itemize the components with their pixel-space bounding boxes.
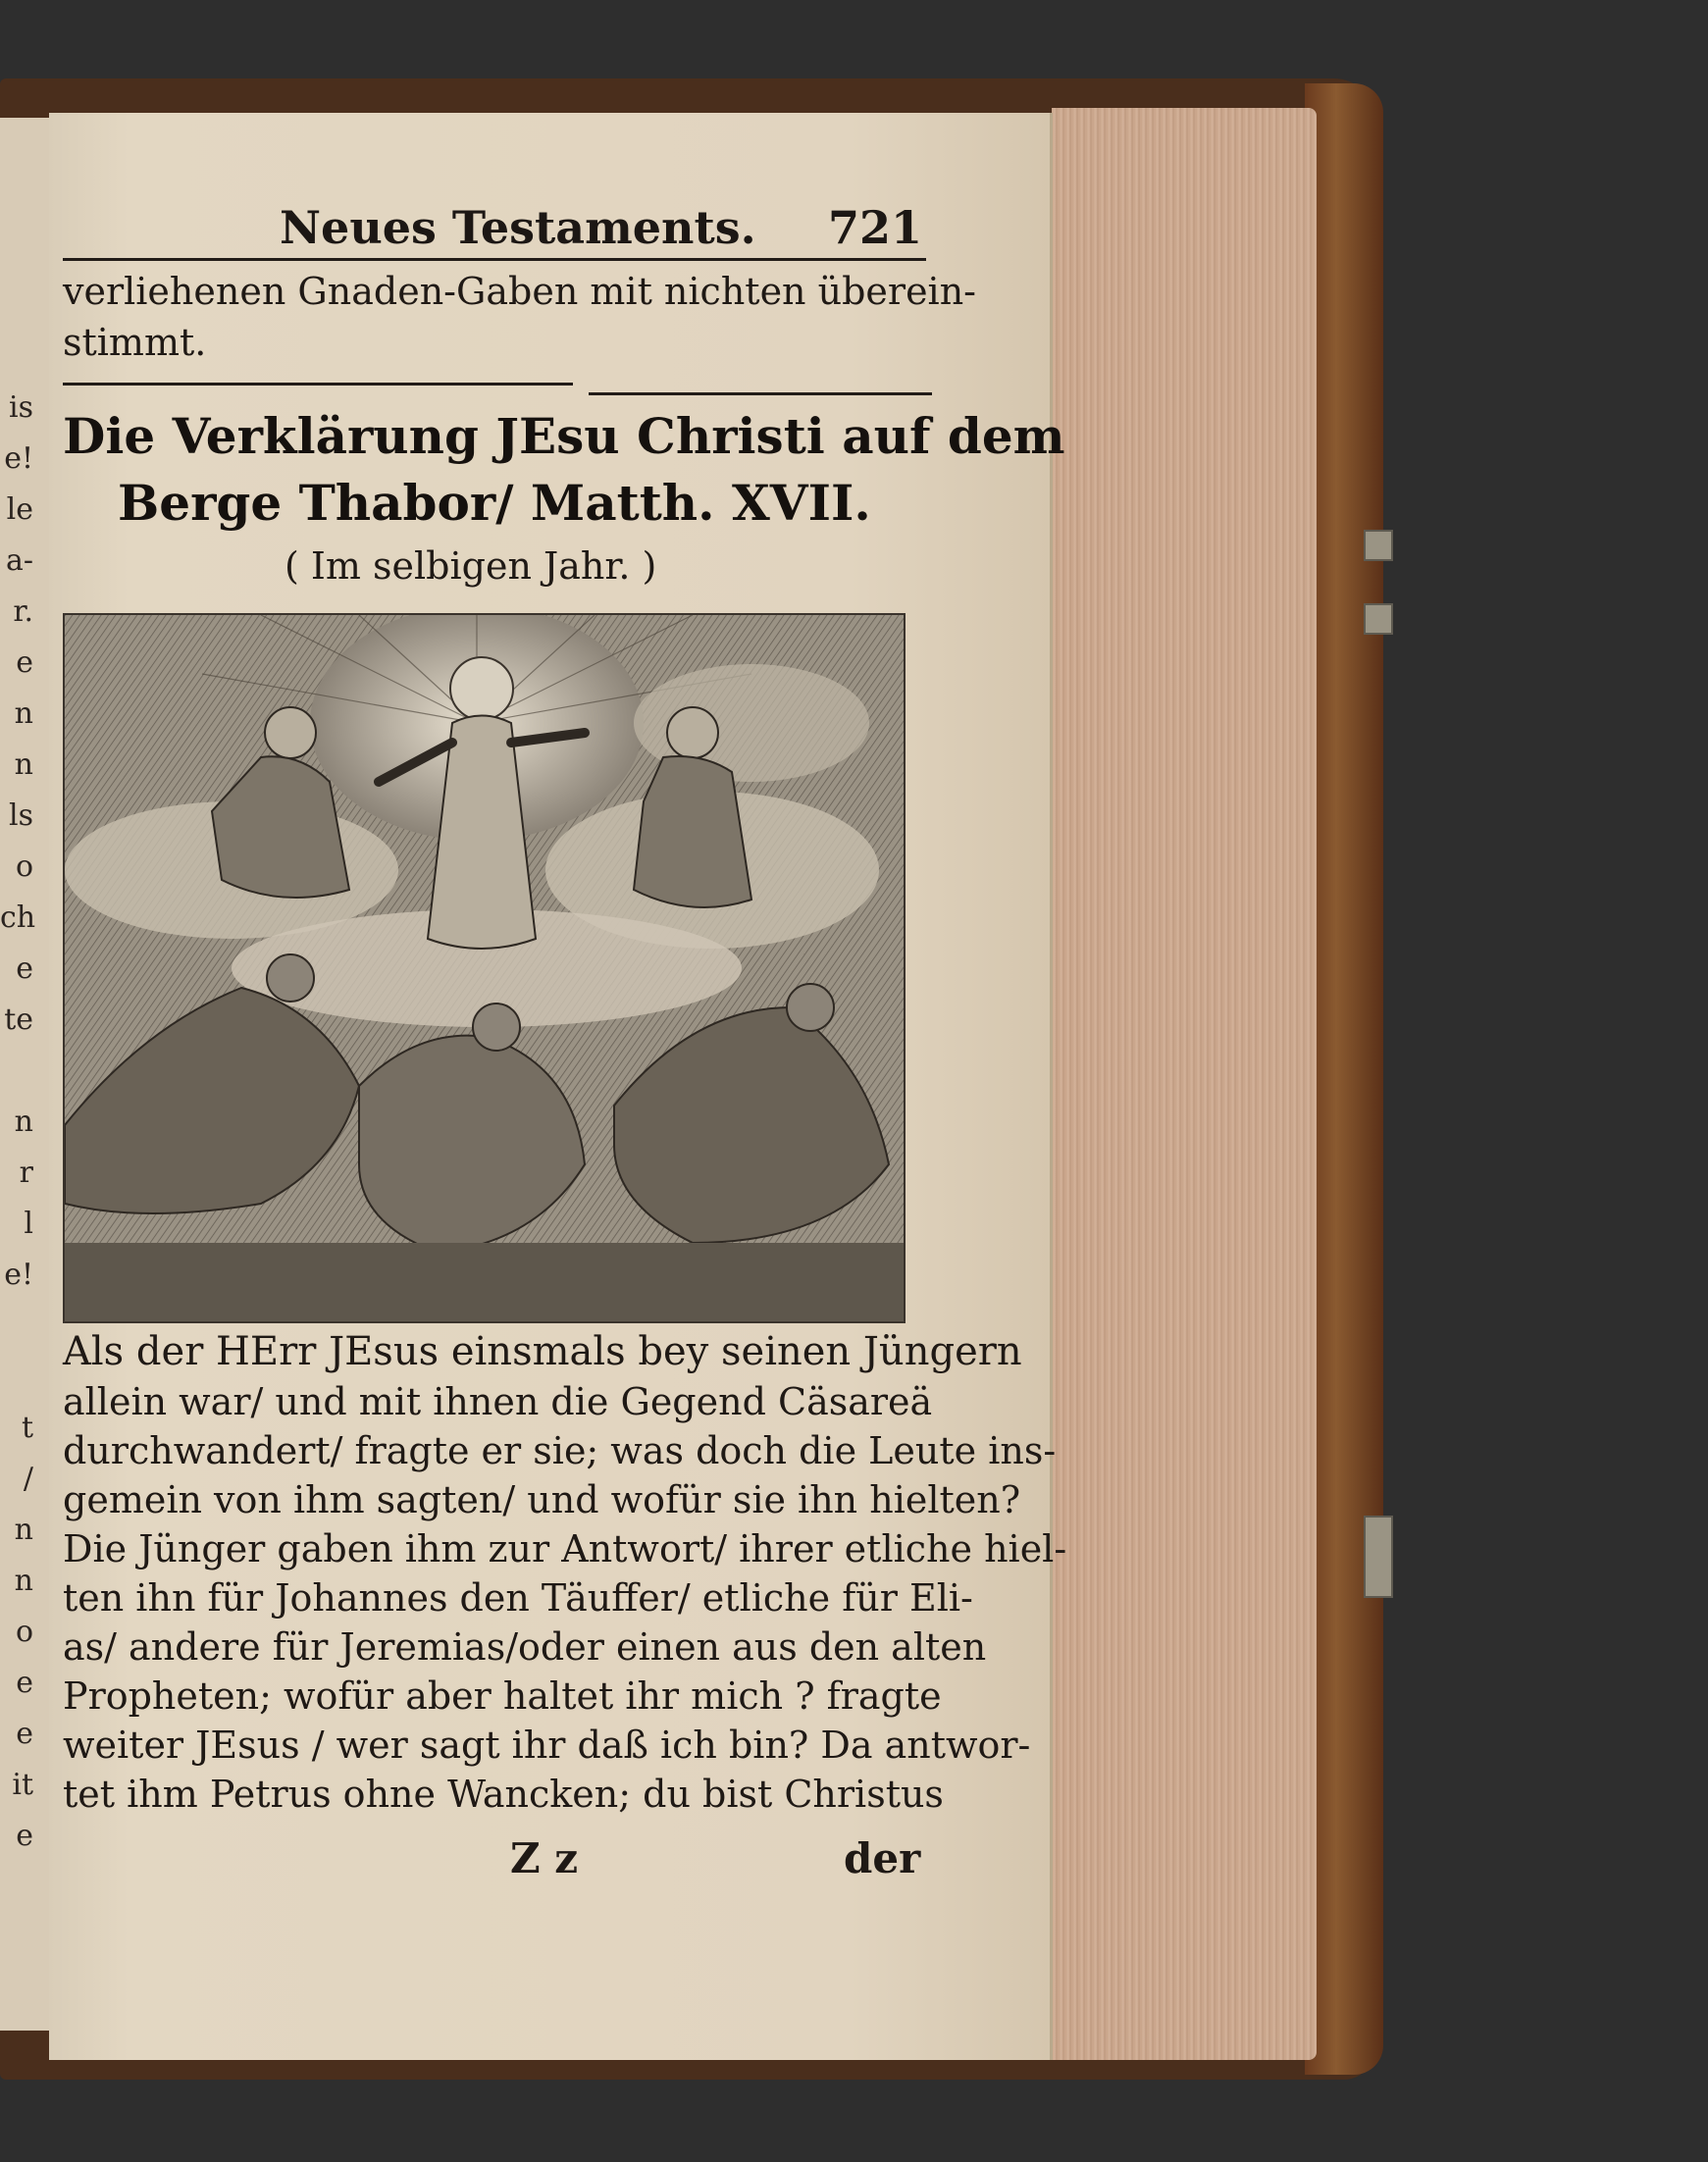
left-page-edge — [0, 118, 49, 2031]
body-line: Die Jünger gaben ihm zur Antwort/ ihrer etliche hiel- — [63, 1527, 1067, 1570]
left-margin-fragment: n — [14, 696, 33, 731]
body-line: durchwandert/ fragte er sie; was doch die Leute ins- — [63, 1429, 1057, 1472]
section-rule-right — [589, 392, 932, 395]
left-margin-fragment — [0, 1301, 33, 1352]
left-margin-fragment: ch — [0, 901, 36, 935]
heading-line-3: ( Im selbigen Jahr. ) — [285, 544, 657, 588]
left-margin-fragment: n — [14, 1513, 33, 1547]
left-margin-fragment: n — [14, 747, 33, 782]
left-margin-fragment — [0, 1046, 33, 1097]
left-page-margin-text — [0, 383, 36, 1862]
left-margin-fragment: n — [14, 1105, 33, 1139]
left-margin-fragment: e! — [4, 1258, 33, 1292]
book-spine-edge — [1305, 83, 1383, 2075]
left-margin-fragment: o — [15, 849, 33, 884]
clasp-top-2 — [1364, 603, 1393, 635]
intro-line-1: verliehenen Gnaden-Gaben mit nichten überein- — [63, 270, 977, 313]
body-line: allein war/ und mit ihnen die Gegend Cäsareä — [63, 1380, 933, 1423]
left-margin-fragment: a- — [5, 543, 33, 578]
section-rule-left — [63, 383, 573, 386]
left-margin-fragment: r — [19, 1156, 33, 1190]
left-margin-fragment: e! — [4, 441, 33, 476]
body-line: Als der HErr JEsus einsmals bey seinen Jüngern — [63, 1329, 1022, 1374]
heading-line-1: Die Verklärung JEsu Christi auf dem — [63, 407, 1065, 465]
body-line: gemein von ihm sagten/ und wofür sie ihn hielten? — [63, 1478, 1021, 1521]
left-margin-fragment: le — [6, 492, 33, 527]
header-rule — [63, 258, 926, 261]
left-margin-fragment: ls — [9, 798, 33, 833]
left-margin-fragment: te — [4, 1003, 33, 1037]
body-line: as/ andere für Jeremias/oder einen aus den alten — [63, 1625, 987, 1669]
running-head — [108, 201, 922, 260]
body-line: Propheten; wofür aber haltet ihr mich ? fragte — [63, 1674, 942, 1718]
left-margin-fragment: it — [12, 1768, 33, 1802]
left-margin-fragment: l — [24, 1207, 33, 1241]
left-margin-fragment: is — [9, 390, 33, 425]
body-line: tet ihm Petrus ohne Wancken; du bist Christus — [63, 1773, 944, 1816]
running-title: Neues Testaments. — [280, 201, 756, 254]
left-margin-fragment: e — [16, 1717, 33, 1751]
left-margin-fragment: t — [21, 1411, 33, 1445]
body-line: ten ihn für Johannes den Täuffer/ etliche für Eli- — [63, 1576, 973, 1620]
left-margin-fragment: o — [15, 1615, 33, 1649]
left-margin-fragment: / — [23, 1462, 33, 1496]
heading-line-2: Berge Thabor/ Matth. XVII. — [118, 474, 871, 532]
page-fore-edge — [1052, 108, 1317, 2060]
engraving-svg — [65, 615, 904, 1321]
left-margin-fragment: e — [16, 1819, 33, 1853]
intro-line-2: stimmt. — [63, 321, 207, 364]
engraving-transfiguration-image — [63, 613, 906, 1323]
left-margin-fragment — [0, 1352, 33, 1403]
clasp-top-1 — [1364, 530, 1393, 561]
page-number: 721 — [827, 201, 922, 254]
left-margin-fragment: e — [16, 645, 33, 680]
left-margin-fragment: e — [16, 1666, 33, 1700]
body-line: weiter JEsus / wer sagt ihr daß ich bin? Da antwor- — [63, 1724, 1031, 1767]
catchword: der — [844, 1834, 921, 1882]
right-page — [49, 113, 1067, 2060]
left-margin-fragment: n — [14, 1564, 33, 1598]
clasp-bottom — [1364, 1516, 1393, 1598]
left-margin-fragment: r. — [13, 594, 33, 629]
left-margin-fragment: e — [16, 952, 33, 986]
signature-mark: Z z — [510, 1834, 579, 1882]
